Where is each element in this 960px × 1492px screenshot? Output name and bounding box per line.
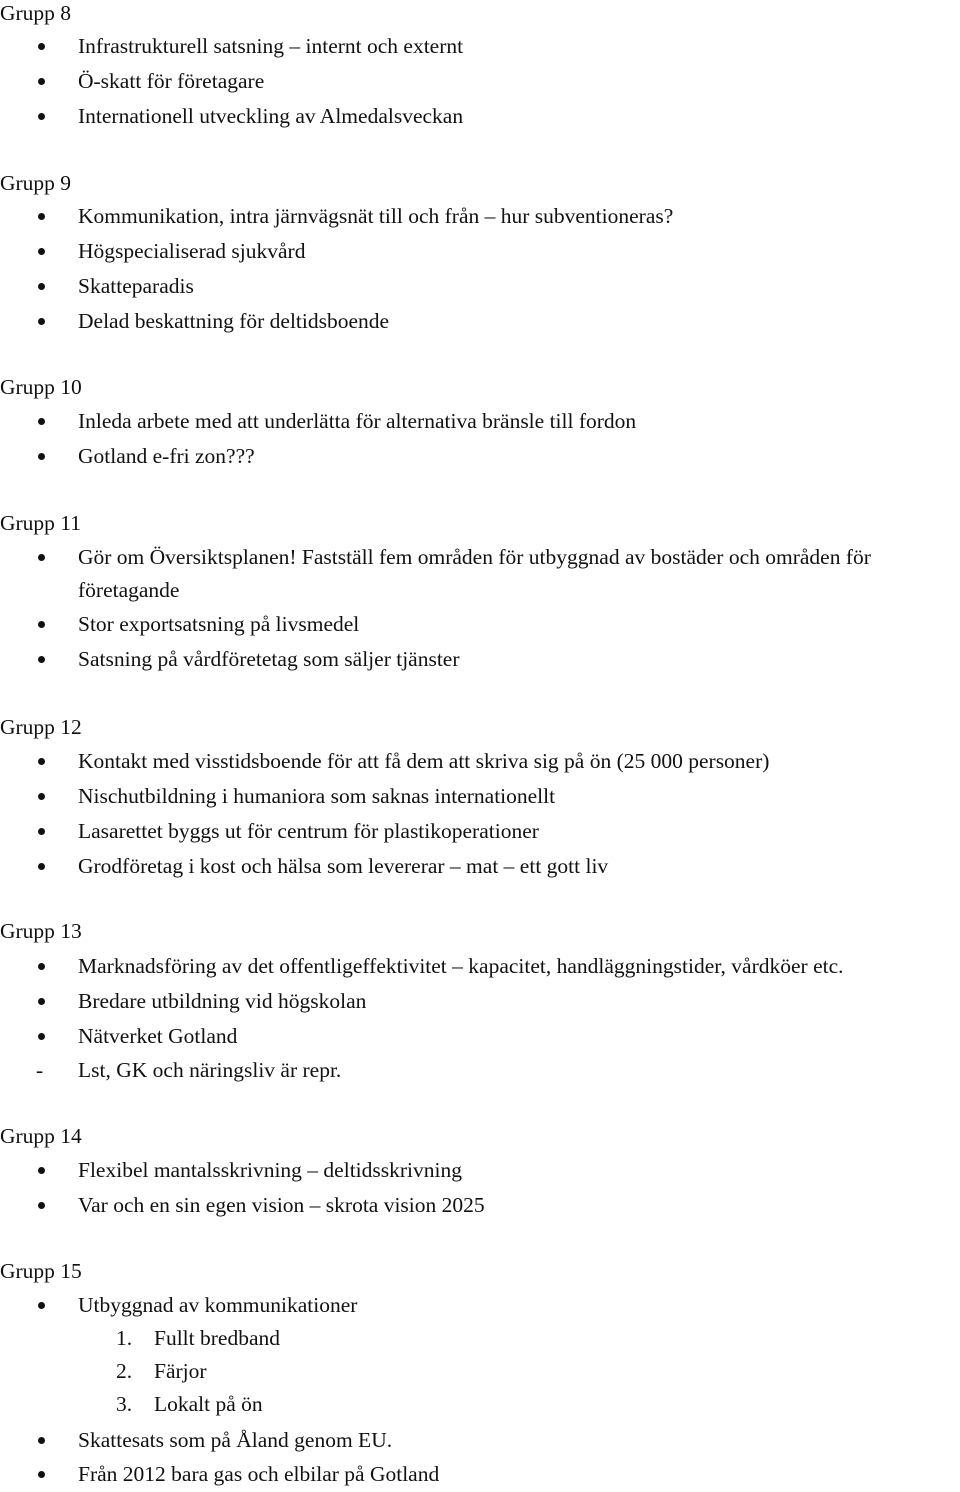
- list-item: Nätverket Gotland: [78, 1024, 238, 1048]
- list-item: Bredare utbildning vid högskolan: [78, 989, 367, 1013]
- list-item: Internationell utveckling av Almedalsveckan: [78, 104, 464, 128]
- bullet-icon: [38, 1471, 45, 1478]
- list-item: Lasarettet byggs ut för centrum för plastikoperationer: [78, 819, 539, 843]
- bullet-icon: [38, 248, 45, 255]
- numbered-index: 3.: [116, 1392, 133, 1416]
- list-item: Skattesats som på Åland genom EU.: [78, 1428, 393, 1452]
- group-heading: Grupp 12: [0, 715, 82, 739]
- bullet-icon: [38, 1167, 45, 1174]
- list-item: Utbyggnad av kommunikationer: [78, 1293, 358, 1317]
- group-heading: Grupp 8: [0, 1, 72, 25]
- numbered-item: Fullt bredband: [154, 1326, 280, 1350]
- list-item: Marknadsföring av det offentligeffektivitet – kapacitet, handläggningstider, vårdköer etc.: [78, 954, 844, 978]
- bullet-icon: [38, 1202, 45, 1209]
- group-heading: Grupp 10: [0, 375, 82, 399]
- list-item: Flexibel mantalsskrivning – deltidsskrivning: [78, 1158, 462, 1182]
- bullet-icon: [38, 1302, 45, 1309]
- bullet-icon: [38, 453, 45, 460]
- bullet-icon: [38, 621, 45, 628]
- bullet-icon: [38, 828, 45, 835]
- group-heading: Grupp 9: [0, 171, 72, 195]
- list-item: Nischutbildning i humaniora som saknas internationellt: [78, 784, 556, 808]
- list-item: Delad beskattning för deltidsboende: [78, 309, 390, 333]
- list-item: Grodföretag i kost och hälsa som levererar – mat – ett gott liv: [78, 854, 609, 878]
- bullet-icon: [38, 998, 45, 1005]
- bullet-icon: [38, 418, 45, 425]
- list-item: Skatteparadis: [78, 274, 194, 298]
- bullet-icon: [38, 1033, 45, 1040]
- group-heading: Grupp 14: [0, 1124, 82, 1148]
- bullet-icon: [38, 793, 45, 800]
- list-item: Ö-skatt för företagare: [78, 69, 265, 93]
- bullet-icon: [38, 283, 45, 290]
- bullet-icon: [38, 963, 45, 970]
- list-item: Var och en sin egen vision – skrota vision 2025: [78, 1193, 485, 1217]
- bullet-icon: [38, 318, 45, 325]
- list-item: Från 2012 bara gas och elbilar på Gotland: [78, 1462, 440, 1486]
- list-item: Stor exportsatsning på livsmedel: [78, 612, 360, 636]
- bullet-icon: [38, 113, 45, 120]
- numbered-item: Lokalt på ön: [154, 1392, 263, 1416]
- group-heading: Grupp 15: [0, 1259, 82, 1283]
- bullet-icon: [38, 758, 45, 765]
- bullet-icon: [38, 1437, 45, 1444]
- list-item: Kommunikation, intra järnvägsnät till och från – hur subventioneras?: [78, 204, 674, 228]
- list-item: Satsning på vårdföretetag som säljer tjänster: [78, 647, 460, 671]
- bullet-icon: [38, 43, 45, 50]
- bullet-icon: [38, 213, 45, 220]
- list-item: Högspecialiserad sjukvård: [78, 239, 306, 263]
- bullet-icon: [38, 863, 45, 870]
- sub-note: Lst, GK och näringsliv är repr.: [78, 1058, 342, 1082]
- list-item: Gotland e-fri zon???: [78, 444, 255, 468]
- bullet-icon: [38, 656, 45, 663]
- numbered-index: 1.: [116, 1326, 133, 1350]
- list-item: Inleda arbete med att underlätta för alternativa bränsle till fordon: [78, 409, 637, 433]
- list-item: Infrastrukturell satsning – internt och externt: [78, 34, 464, 58]
- numbered-item: Färjor: [154, 1359, 207, 1383]
- list-item: Gör om Översiktsplanen! Fastställ fem områden för utbyggnad av bostäder och områden för företagande: [78, 545, 871, 602]
- group-heading: Grupp 13: [0, 919, 82, 943]
- bullet-icon: [38, 554, 45, 561]
- bullet-icon: [38, 78, 45, 85]
- dash-marker: -: [36, 1058, 44, 1082]
- numbered-index: 2.: [116, 1359, 133, 1383]
- group-heading: Grupp 11: [0, 511, 82, 535]
- list-item: Kontakt med visstidsboende för att få dem att skriva sig på ön (25 000 personer): [78, 749, 770, 773]
